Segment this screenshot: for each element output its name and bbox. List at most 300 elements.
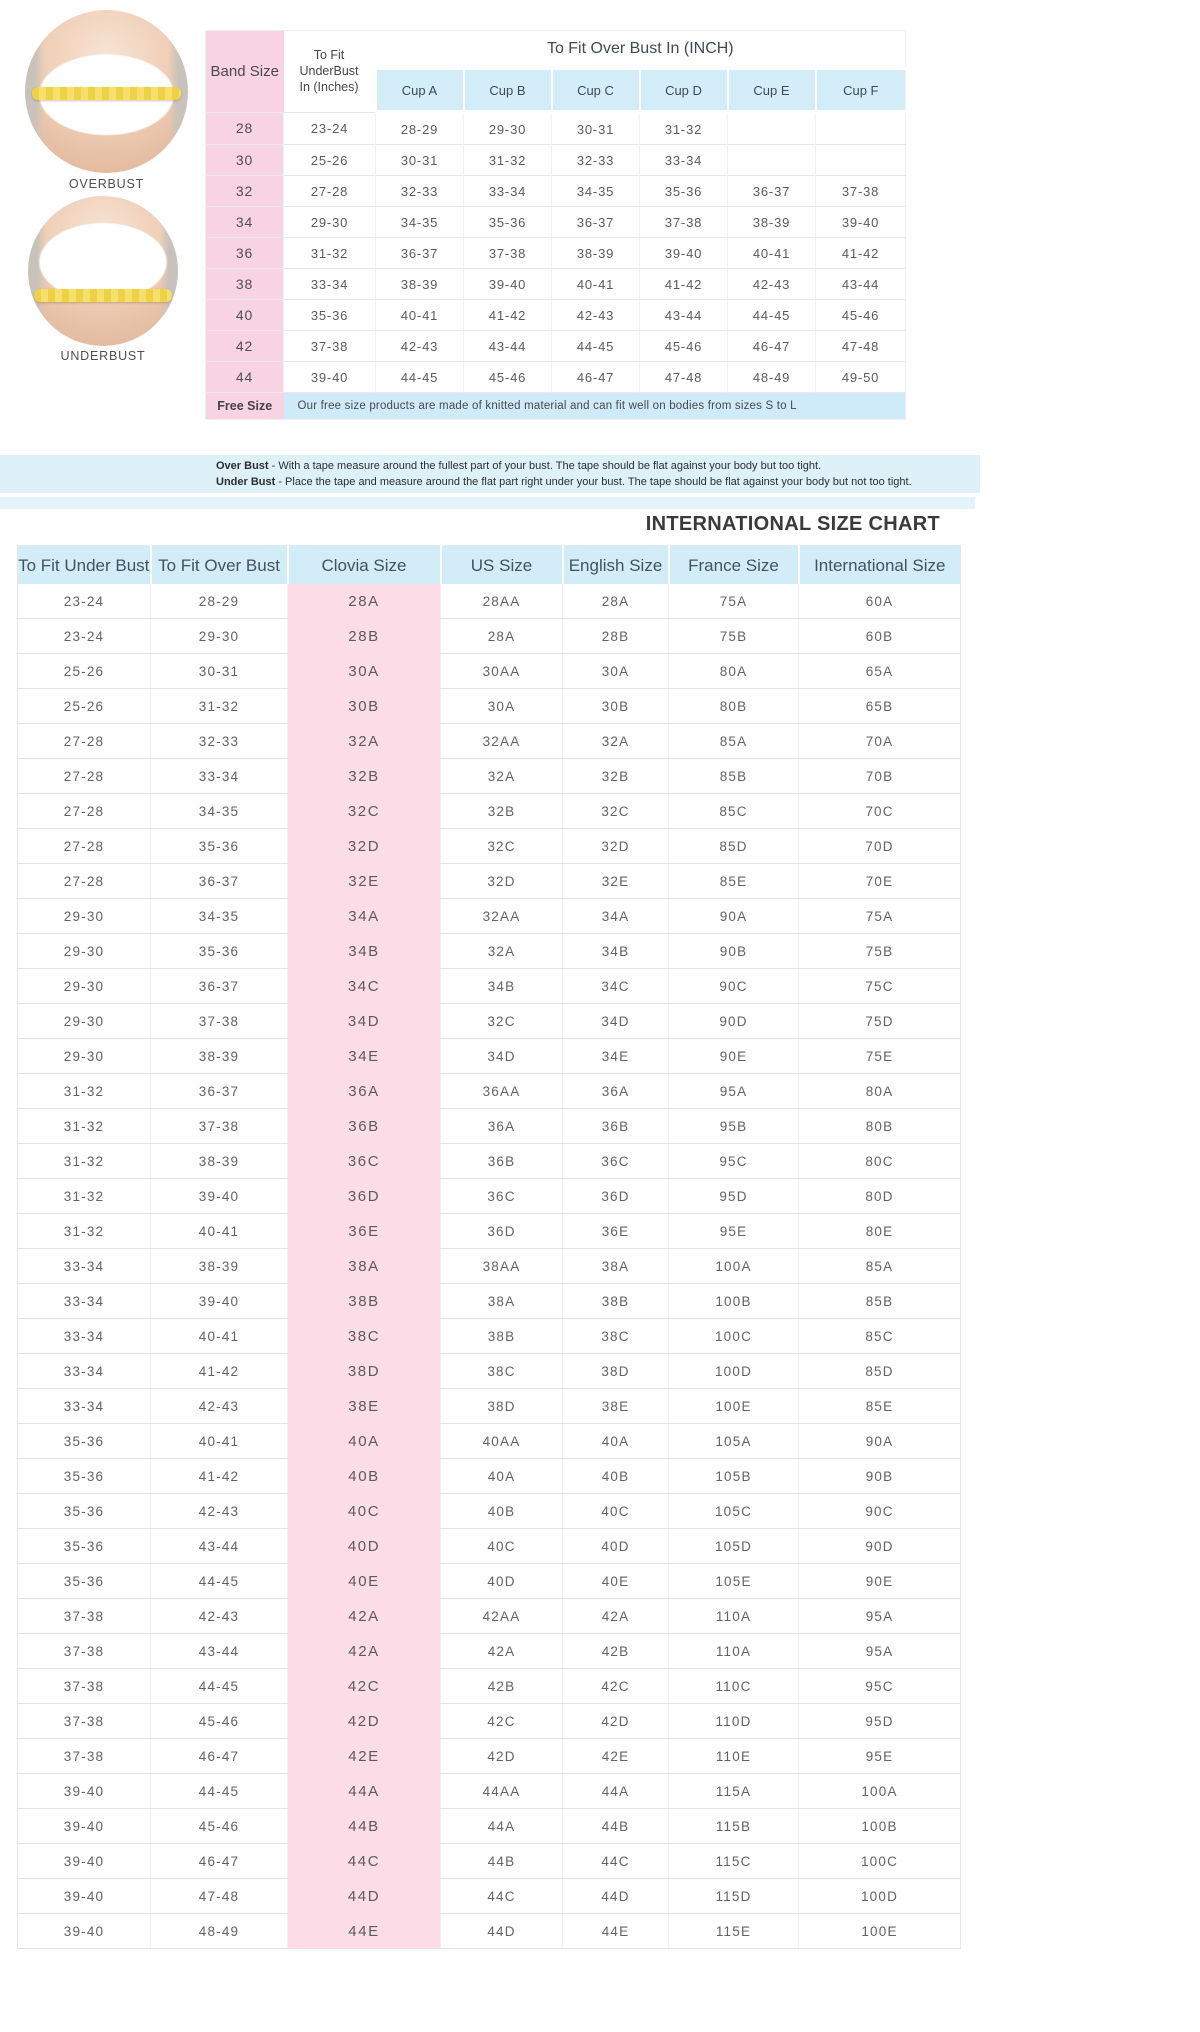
overbust-range-cell: 41-42: [640, 269, 728, 300]
france-size-cell: 110D: [669, 1704, 799, 1739]
underbust-cell: 37-38: [18, 1739, 151, 1774]
france-size-cell: 95E: [669, 1214, 799, 1249]
france-size-cell: 80B: [669, 689, 799, 724]
overbust-cell: 40-41: [151, 1214, 288, 1249]
overbust-range-cell: 31-32: [464, 145, 552, 176]
international-size-cell: 95C: [799, 1669, 961, 1704]
table-row: [18, 724, 961, 759]
us-size-cell: 44D: [441, 1914, 563, 1949]
band-row: [206, 207, 906, 238]
overbust-range-cell: 41-42: [464, 300, 552, 331]
international-size-cell: 95D: [799, 1704, 961, 1739]
english-size-cell: 36C: [563, 1144, 669, 1179]
clovia-size-cell: 34A: [288, 899, 441, 934]
underbust-range-cell: 35-36: [284, 300, 376, 331]
overbust-range-cell: 33-34: [464, 176, 552, 207]
us-size-cell: 44A: [441, 1809, 563, 1844]
international-size-cell: 70A: [799, 724, 961, 759]
table-row: [18, 1564, 961, 1599]
international-size-cell: 90A: [799, 1424, 961, 1459]
us-size-cell: 40B: [441, 1494, 563, 1529]
france-size-cell: 90B: [669, 934, 799, 969]
cup-header: Cup C: [552, 69, 640, 113]
underbust-range-cell: 33-34: [284, 269, 376, 300]
overbust-range-cell: 47-48: [640, 362, 728, 393]
clovia-size-cell: 44A: [288, 1774, 441, 1809]
us-size-cell: 36D: [441, 1214, 563, 1249]
overbust-cell: 40-41: [151, 1319, 288, 1354]
table-row: [18, 654, 961, 689]
band-size-cell: 32: [206, 176, 284, 207]
us-size-cell: 36B: [441, 1144, 563, 1179]
overbust-range-cell: 46-47: [552, 362, 640, 393]
france-size-cell: 85D: [669, 829, 799, 864]
english-size-cell: 36E: [563, 1214, 669, 1249]
us-size-cell: 28A: [441, 619, 563, 654]
underbust-cell: 35-36: [18, 1424, 151, 1459]
measuring-tape: [32, 87, 182, 100]
underbust-cell: 35-36: [18, 1459, 151, 1494]
underbust-note-line: Under Bust - Place the tape and measure around the flat part right under your bust. The tape should be flat against your body but not too tight.: [216, 476, 912, 488]
english-size-cell: 36A: [563, 1074, 669, 1109]
france-size-cell: 110C: [669, 1669, 799, 1704]
column-header: To Fit Over Bust: [151, 546, 288, 585]
clovia-size-cell: 32B: [288, 759, 441, 794]
band-row: [206, 362, 906, 393]
overbust-cell: 43-44: [151, 1634, 288, 1669]
international-size-cell: 80C: [799, 1144, 961, 1179]
overbust-range-cell: 39-40: [640, 238, 728, 269]
clovia-size-cell: 34B: [288, 934, 441, 969]
clovia-size-cell: 30B: [288, 689, 441, 724]
overbust-range-cell: 47-48: [816, 331, 906, 362]
table-row: [18, 1004, 961, 1039]
table-row: [18, 1809, 961, 1844]
us-size-cell: 44B: [441, 1844, 563, 1879]
table-row: [18, 1459, 961, 1494]
overbust-range-cell: 30-31: [376, 145, 464, 176]
overbust-range-cell: 42-43: [376, 331, 464, 362]
international-size-cell: 100C: [799, 1844, 961, 1879]
underbust-range-cell: 29-30: [284, 207, 376, 238]
france-size-cell: 110A: [669, 1634, 799, 1669]
france-size-cell: 85C: [669, 794, 799, 829]
underbust-cell: 25-26: [18, 689, 151, 724]
international-size-cell: 75E: [799, 1039, 961, 1074]
international-size-cell: 80E: [799, 1214, 961, 1249]
clovia-size-cell: 32E: [288, 864, 441, 899]
overbust-range-cell: 32-33: [552, 145, 640, 176]
english-size-cell: 42A: [563, 1599, 669, 1634]
international-size-cell: 85A: [799, 1249, 961, 1284]
table-row: [18, 1634, 961, 1669]
underbust-cell: 27-28: [18, 724, 151, 759]
english-size-cell: 34C: [563, 969, 669, 1004]
underbust-cell: 29-30: [18, 899, 151, 934]
international-size-cell: 85C: [799, 1319, 961, 1354]
overbust-cell: 41-42: [151, 1354, 288, 1389]
english-size-cell: 44D: [563, 1879, 669, 1914]
international-size-cell: 100D: [799, 1879, 961, 1914]
english-size-cell: 38E: [563, 1389, 669, 1424]
table-row: [18, 1319, 961, 1354]
underbust-cell: 37-38: [18, 1599, 151, 1634]
english-size-cell: 44C: [563, 1844, 669, 1879]
overbust-range-cell: 42-43: [728, 269, 816, 300]
us-size-cell: 42A: [441, 1634, 563, 1669]
france-size-cell: 100B: [669, 1284, 799, 1319]
france-size-cell: 100D: [669, 1354, 799, 1389]
english-size-cell: 38B: [563, 1284, 669, 1319]
us-size-cell: 42AA: [441, 1599, 563, 1634]
us-size-cell: 40D: [441, 1564, 563, 1599]
english-size-cell: 38A: [563, 1249, 669, 1284]
english-size-cell: 38C: [563, 1319, 669, 1354]
international-size-cell: 90D: [799, 1529, 961, 1564]
free-size-text: Our free size products are made of knitted material and can fit well on bodies from sizes S to L: [284, 393, 906, 420]
english-size-cell: 44B: [563, 1809, 669, 1844]
overbust-cell: 29-30: [151, 619, 288, 654]
france-size-cell: 90A: [669, 899, 799, 934]
clovia-size-cell: 38C: [288, 1319, 441, 1354]
underbust-range-cell: 31-32: [284, 238, 376, 269]
clovia-size-cell: 44D: [288, 1879, 441, 1914]
international-size-cell: 75B: [799, 934, 961, 969]
overbust-cell: 35-36: [151, 829, 288, 864]
overbust-note-line: Over Bust - With a tape measure around the fullest part of your bust. The tape should be flat against your body but too tight.: [216, 460, 822, 472]
table-row: [18, 1879, 961, 1914]
france-size-cell: 80A: [669, 654, 799, 689]
france-size-cell: 95B: [669, 1109, 799, 1144]
english-size-cell: 30B: [563, 689, 669, 724]
underbust-cell: 23-24: [18, 619, 151, 654]
band-size-cell: 42: [206, 331, 284, 362]
table-row: [18, 1144, 961, 1179]
band-size-table: [205, 30, 906, 420]
english-size-cell: 36B: [563, 1109, 669, 1144]
france-size-cell: 95C: [669, 1144, 799, 1179]
underbust-cell: 29-30: [18, 1004, 151, 1039]
english-size-cell: 40E: [563, 1564, 669, 1599]
us-size-cell: 38A: [441, 1284, 563, 1319]
english-size-cell: 42B: [563, 1634, 669, 1669]
overbust-range-cell: 44-45: [376, 362, 464, 393]
overbust-range-cell: 34-35: [552, 176, 640, 207]
column-header: Clovia Size: [288, 546, 441, 585]
overbust-cell: 36-37: [151, 969, 288, 1004]
english-size-cell: 30A: [563, 654, 669, 689]
overbust-cell: 28-29: [151, 584, 288, 619]
band-row: [206, 145, 906, 176]
overbust-range-cell: 44-45: [728, 300, 816, 331]
underbust-cell: 31-32: [18, 1074, 151, 1109]
band-row: [206, 176, 906, 207]
english-size-cell: 32D: [563, 829, 669, 864]
overbust-range-cell: 41-42: [816, 238, 906, 269]
france-size-cell: 105D: [669, 1529, 799, 1564]
us-size-cell: 42B: [441, 1669, 563, 1704]
overbust-cell: 37-38: [151, 1109, 288, 1144]
underbust-cell: 39-40: [18, 1809, 151, 1844]
overbust-cell: 46-47: [151, 1739, 288, 1774]
table-row: [18, 934, 961, 969]
underbust-cell: 35-36: [18, 1564, 151, 1599]
clovia-size-cell: 28A: [288, 584, 441, 619]
us-size-cell: 32A: [441, 759, 563, 794]
overbust-group-header: To Fit Over Bust In (INCH): [376, 31, 906, 69]
overbust-cell: 44-45: [151, 1669, 288, 1704]
english-size-cell: 42E: [563, 1739, 669, 1774]
france-size-cell: 110E: [669, 1739, 799, 1774]
clovia-size-cell: 38E: [288, 1389, 441, 1424]
us-size-cell: 30A: [441, 689, 563, 724]
us-size-cell: 38D: [441, 1389, 563, 1424]
decorative-strip: [0, 497, 975, 509]
overbust-range-cell: 39-40: [464, 269, 552, 300]
us-size-cell: 36AA: [441, 1074, 563, 1109]
overbust-range-cell: 43-44: [464, 331, 552, 362]
us-size-cell: 32B: [441, 794, 563, 829]
overbust-cell: 41-42: [151, 1459, 288, 1494]
underbust-cell: 31-32: [18, 1179, 151, 1214]
table-row: [18, 1774, 961, 1809]
overbust-range-cell: 48-49: [728, 362, 816, 393]
international-size-cell: 80B: [799, 1109, 961, 1144]
english-size-cell: 32A: [563, 724, 669, 759]
underbust-cell: 37-38: [18, 1634, 151, 1669]
overbust-cell: 36-37: [151, 1074, 288, 1109]
english-size-cell: 42D: [563, 1704, 669, 1739]
overbust-cell: 34-35: [151, 794, 288, 829]
clovia-size-cell: 36C: [288, 1144, 441, 1179]
column-header: To Fit Under Bust: [18, 546, 151, 585]
intl-chart-title: INTERNATIONAL SIZE CHART: [645, 513, 940, 535]
overbust-cell: 44-45: [151, 1564, 288, 1599]
english-size-cell: 44E: [563, 1914, 669, 1949]
table-row: [18, 1424, 961, 1459]
cup-header: Cup E: [728, 69, 816, 113]
column-header: US Size: [441, 546, 563, 585]
table-row: [18, 829, 961, 864]
overbust-range-cell: 37-38: [640, 207, 728, 238]
underbust-photo: [28, 196, 178, 346]
overbust-range-cell: 36-37: [552, 207, 640, 238]
overbust-cell: 40-41: [151, 1424, 288, 1459]
underbust-cell: 37-38: [18, 1669, 151, 1704]
clovia-size-cell: 34E: [288, 1039, 441, 1074]
cup-header: Cup D: [640, 69, 728, 113]
overbust-cell: 38-39: [151, 1144, 288, 1179]
underbust-cell: 33-34: [18, 1354, 151, 1389]
band-size-cell: 36: [206, 238, 284, 269]
overbust-range-cell: [816, 112, 906, 145]
clovia-size-cell: 32D: [288, 829, 441, 864]
overbust-range-cell: 44-45: [552, 331, 640, 362]
column-header: International Size: [799, 546, 961, 585]
international-size-cell: 95E: [799, 1739, 961, 1774]
table-row: [18, 1179, 961, 1214]
overbust-range-cell: 39-40: [816, 207, 906, 238]
overbust-range-cell: [728, 145, 816, 176]
band-size-cell: 40: [206, 300, 284, 331]
france-size-cell: 95A: [669, 1074, 799, 1109]
overbust-range-cell: 45-46: [640, 331, 728, 362]
table-row: [18, 1669, 961, 1704]
us-size-cell: 32AA: [441, 899, 563, 934]
table-row: [18, 1529, 961, 1564]
us-size-cell: 38B: [441, 1319, 563, 1354]
france-size-cell: 105B: [669, 1459, 799, 1494]
clovia-size-cell: 36D: [288, 1179, 441, 1214]
france-size-cell: 115C: [669, 1844, 799, 1879]
overbust-range-cell: 34-35: [376, 207, 464, 238]
underbust-cell: 27-28: [18, 829, 151, 864]
international-size-cell: 100A: [799, 1774, 961, 1809]
us-size-cell: 44C: [441, 1879, 563, 1914]
france-size-cell: 105E: [669, 1564, 799, 1599]
overbust-range-cell: 35-36: [464, 207, 552, 238]
clovia-size-cell: 32C: [288, 794, 441, 829]
clovia-size-cell: 30A: [288, 654, 441, 689]
underbust-range-cell: 23-24: [284, 112, 376, 145]
france-size-cell: 90D: [669, 1004, 799, 1039]
underbust-cell: 39-40: [18, 1914, 151, 1949]
band-row: [206, 269, 906, 300]
table-row: [18, 794, 961, 829]
us-size-cell: 32AA: [441, 724, 563, 759]
clovia-size-cell: 40E: [288, 1564, 441, 1599]
underbust-cell: 31-32: [18, 1214, 151, 1249]
overbust-range-cell: 45-46: [816, 300, 906, 331]
underbust-range-cell: 27-28: [284, 176, 376, 207]
overbust-cell: 44-45: [151, 1774, 288, 1809]
france-size-cell: 90E: [669, 1039, 799, 1074]
clovia-size-cell: 40D: [288, 1529, 441, 1564]
table-row: [18, 1914, 961, 1949]
underbust-cell: 27-28: [18, 794, 151, 829]
international-size-cell: 75D: [799, 1004, 961, 1039]
underbust-cell: 39-40: [18, 1774, 151, 1809]
international-size-cell: 70C: [799, 794, 961, 829]
table-row: [18, 1844, 961, 1879]
clovia-size-cell: 42E: [288, 1739, 441, 1774]
english-size-cell: 36D: [563, 1179, 669, 1214]
table-row: [18, 1389, 961, 1424]
table-row: [18, 1739, 961, 1774]
france-size-cell: 75A: [669, 584, 799, 619]
clovia-size-cell: 44C: [288, 1844, 441, 1879]
underbust-cell: 29-30: [18, 1039, 151, 1074]
underbust-cell: 31-32: [18, 1109, 151, 1144]
us-size-cell: 42D: [441, 1739, 563, 1774]
us-size-cell: 40AA: [441, 1424, 563, 1459]
underbust-cell: 35-36: [18, 1494, 151, 1529]
clovia-size-cell: 36A: [288, 1074, 441, 1109]
international-size-table: [17, 545, 961, 1949]
cup-header: Cup F: [816, 69, 906, 113]
us-size-cell: 36A: [441, 1109, 563, 1144]
table-row: [18, 1599, 961, 1634]
table-row: [18, 619, 961, 654]
overbust-range-cell: 42-43: [552, 300, 640, 331]
clovia-size-cell: 38D: [288, 1354, 441, 1389]
overbust-range-cell: 36-37: [728, 176, 816, 207]
overbust-range-cell: 32-33: [376, 176, 464, 207]
overbust-cell: 37-38: [151, 1004, 288, 1039]
international-size-cell: 70D: [799, 829, 961, 864]
international-size-cell: 60A: [799, 584, 961, 619]
us-size-cell: 32C: [441, 1004, 563, 1039]
us-size-cell: 34D: [441, 1039, 563, 1074]
overbust-cell: 35-36: [151, 934, 288, 969]
international-size-cell: 85E: [799, 1389, 961, 1424]
clovia-size-cell: 34C: [288, 969, 441, 1004]
overbust-range-cell: 30-31: [552, 112, 640, 145]
band-size-cell: 28: [206, 112, 284, 145]
english-size-cell: 40C: [563, 1494, 669, 1529]
english-size-cell: 34D: [563, 1004, 669, 1039]
overbust-range-cell: [816, 145, 906, 176]
overbust-cell: 38-39: [151, 1249, 288, 1284]
underbust-cell: 25-26: [18, 654, 151, 689]
band-row: [206, 331, 906, 362]
overbust-cell: 39-40: [151, 1179, 288, 1214]
column-header: English Size: [563, 546, 669, 585]
english-size-cell: 42C: [563, 1669, 669, 1704]
france-size-cell: 105C: [669, 1494, 799, 1529]
english-size-cell: 28A: [563, 584, 669, 619]
underbust-cell: 29-30: [18, 934, 151, 969]
table-row: [18, 1039, 961, 1074]
table-row: [18, 689, 961, 724]
overbust-cell: 42-43: [151, 1389, 288, 1424]
band-row: [206, 112, 906, 145]
underbust-range-cell: 39-40: [284, 362, 376, 393]
clovia-size-cell: 44B: [288, 1809, 441, 1844]
international-size-cell: 90C: [799, 1494, 961, 1529]
overbust-range-cell: 43-44: [640, 300, 728, 331]
english-size-cell: 34E: [563, 1039, 669, 1074]
column-header: France Size: [669, 546, 799, 585]
overbust-cell: 31-32: [151, 689, 288, 724]
english-size-cell: 38D: [563, 1354, 669, 1389]
clovia-size-cell: 40B: [288, 1459, 441, 1494]
band-row: [206, 300, 906, 331]
underbust-cell: 33-34: [18, 1249, 151, 1284]
clovia-size-cell: 38A: [288, 1249, 441, 1284]
international-size-cell: 70B: [799, 759, 961, 794]
us-size-cell: 42C: [441, 1704, 563, 1739]
clovia-size-cell: 32A: [288, 724, 441, 759]
overbust-range-cell: 37-38: [464, 238, 552, 269]
us-size-cell: 32D: [441, 864, 563, 899]
table-row: [18, 584, 961, 619]
overbust-cell: 42-43: [151, 1599, 288, 1634]
overbust-range-cell: 37-38: [816, 176, 906, 207]
clovia-size-cell: 28B: [288, 619, 441, 654]
international-size-cell: 75C: [799, 969, 961, 1004]
international-size-cell: 90E: [799, 1564, 961, 1599]
france-size-cell: 110A: [669, 1599, 799, 1634]
clovia-size-cell: 36B: [288, 1109, 441, 1144]
france-size-cell: 115B: [669, 1809, 799, 1844]
clovia-size-cell: 34D: [288, 1004, 441, 1039]
overbust-cell: 36-37: [151, 864, 288, 899]
international-size-cell: 65B: [799, 689, 961, 724]
overbust-range-cell: 38-39: [728, 207, 816, 238]
english-size-cell: 34B: [563, 934, 669, 969]
underbust-header: To Fit UnderBust In (Inches): [299, 48, 359, 95]
